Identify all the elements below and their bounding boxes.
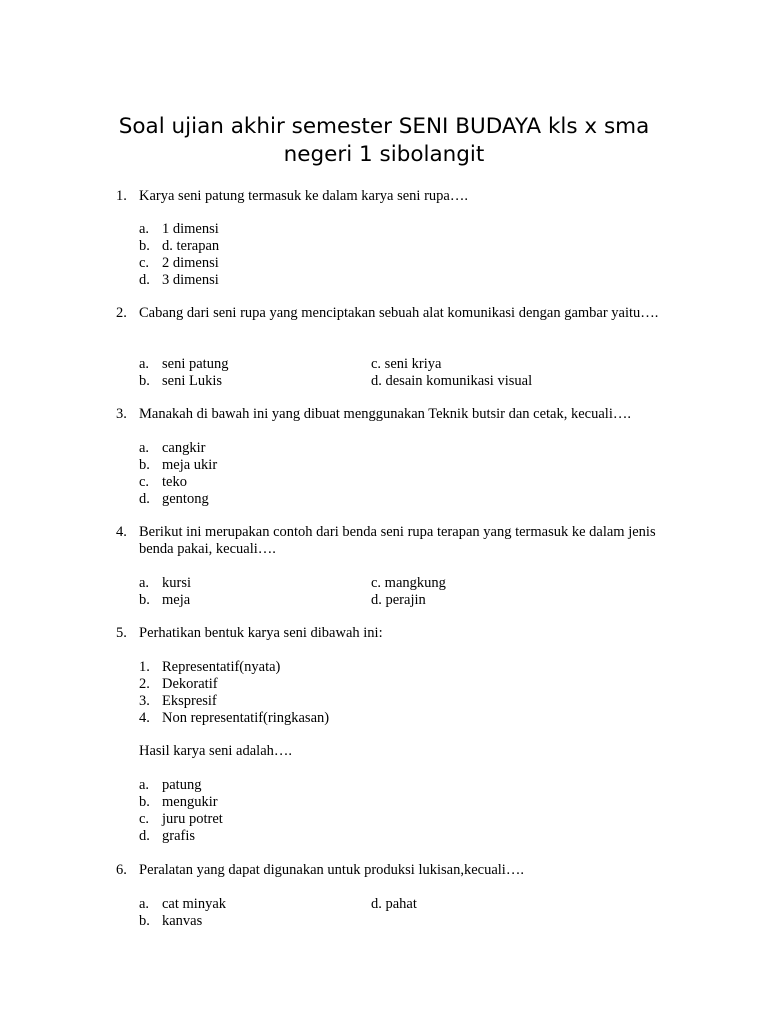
option-label: a. (139, 440, 150, 456)
option-text: seni patung (162, 356, 229, 372)
option-label: b. (139, 457, 150, 473)
item-label: 1. (139, 659, 150, 675)
option-text: d. terapan (162, 238, 220, 254)
option-text: 3 dimensi (162, 272, 219, 288)
option-text: kursi (162, 575, 191, 591)
question-text: Berikut ini merupakan contoh dari benda seni rupa terapan yang termasuk ke dalam jenis benda pakai, kecuali…. (139, 524, 656, 557)
item-label: 2. (139, 676, 150, 692)
option-text: patung (162, 777, 202, 793)
item-text: Representatif(nyata) (162, 659, 281, 675)
title-line-1: Soal ujian akhir semester SENI BUDAYA kls x sma (118, 114, 650, 139)
question-number: 6. (116, 862, 127, 878)
option-label: b. (139, 373, 150, 389)
option-text: gentong (162, 491, 209, 507)
option-text: meja (162, 592, 191, 608)
option-label: a. (139, 777, 150, 793)
option-label: c. (139, 811, 150, 827)
question-number: 3. (116, 406, 127, 422)
option-label: a. (139, 221, 150, 237)
option-d: d. perajin (371, 592, 426, 608)
option-d: d. pahat (371, 896, 417, 912)
question-number: 2. (116, 305, 127, 321)
item-text: Dekoratif (162, 676, 218, 692)
option-label: a. (139, 575, 150, 591)
option-text: mengukir (162, 794, 218, 810)
option-c: c. seni kriya (371, 356, 442, 372)
followup-text: Hasil karya seni adalah…. (139, 743, 293, 759)
question-number: 4. (116, 524, 127, 540)
option-label: a. (139, 356, 150, 372)
item-label: 4. (139, 710, 150, 726)
question-text: Cabang dari seni rupa yang menciptakan sebuah alat komunikasi dengan gambar yaitu…. (139, 305, 659, 321)
option-label: c. (139, 255, 150, 271)
option-label: b. (139, 794, 150, 810)
option-label: d. (139, 491, 150, 507)
question-number: 5. (116, 625, 127, 641)
option-c: c. mangkung (371, 575, 446, 591)
question-text: Perhatikan bentuk karya seni dibawah ini: (139, 625, 383, 641)
question-text: Karya seni patung termasuk ke dalam karya seni rupa…. (139, 188, 468, 204)
option-d: d. desain komunikasi visual (371, 373, 533, 389)
option-label: d. (139, 272, 150, 288)
option-text: juru potret (162, 811, 223, 827)
option-label: a. (139, 896, 150, 912)
option-text: kanvas (162, 913, 203, 929)
option-label: b. (139, 913, 150, 929)
option-text: 1 dimensi (162, 221, 219, 237)
question-number: 1. (116, 188, 127, 204)
option-label: c. (139, 474, 150, 490)
option-label: b. (139, 238, 150, 254)
option-text: cangkir (162, 440, 206, 456)
option-label: d. (139, 828, 150, 844)
item-text: Non representatif(ringkasan) (162, 710, 330, 726)
item-label: 3. (139, 693, 150, 709)
option-text: cat minyak (162, 896, 227, 912)
option-text: seni Lukis (162, 373, 223, 389)
option-label: b. (139, 592, 150, 608)
title-line-2: negeri 1 sibolangit (283, 142, 485, 167)
document-title (80, 113, 688, 169)
option-text: teko (162, 474, 187, 490)
item-text: Ekspresif (162, 693, 217, 709)
question-text: Manakah di bawah ini yang dibuat menggunakan Teknik butsir dan cetak, kecuali…. (139, 406, 631, 422)
option-text: meja ukir (162, 457, 218, 473)
option-text: 2 dimensi (162, 255, 219, 271)
question-text: Peralatan yang dapat digunakan untuk produksi lukisan,kecuali…. (139, 862, 524, 878)
option-text: grafis (162, 828, 196, 844)
